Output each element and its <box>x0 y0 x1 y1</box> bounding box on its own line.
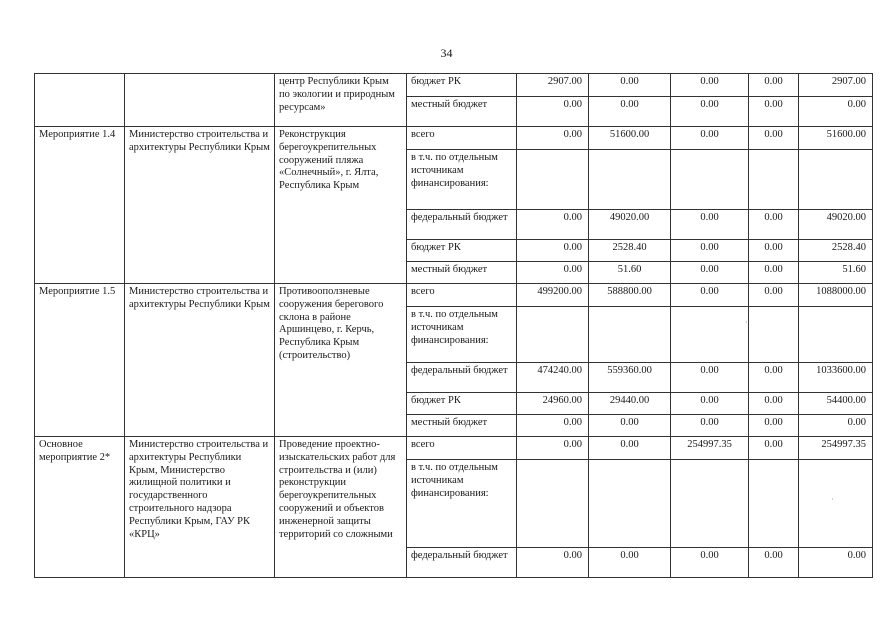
amount-cell: 2528.40 <box>799 240 873 262</box>
amount-cell: 0.00 <box>799 415 873 437</box>
object-cell: Реконструкция берегоукрепительных сооружений пляжа «Солнечный», г. Ялта, Республика Крым <box>275 127 407 284</box>
amount-cell <box>749 307 799 363</box>
amount-cell: 0.00 <box>749 393 799 415</box>
amount-cell: 0.00 <box>589 74 671 97</box>
measure-cell: Мероприятие 1.5 <box>35 284 125 437</box>
amount-cell: 0.00 <box>517 548 589 578</box>
table-row <box>35 74 873 97</box>
amount-cell: 51600.00 <box>799 127 873 150</box>
amount-cell: 254997.35 <box>799 437 873 460</box>
table-row <box>35 127 873 150</box>
amount-cell <box>589 460 671 548</box>
amount-cell <box>749 150 799 210</box>
funding-source-label: всего <box>407 284 517 307</box>
amount-cell: 0.00 <box>799 97 873 127</box>
funding-source-label: местный бюджет <box>407 415 517 437</box>
measure-cell: Мероприятие 1.4 <box>35 127 125 284</box>
amount-cell: 0.00 <box>749 437 799 460</box>
amount-cell: 51.60 <box>799 262 873 284</box>
amount-cell <box>799 460 873 548</box>
funding-source-label: федеральный бюджет <box>407 548 517 578</box>
amount-cell <box>517 307 589 363</box>
amount-cell: 0.00 <box>671 127 749 150</box>
amount-cell: 1088000.00 <box>799 284 873 307</box>
amount-cell <box>799 307 873 363</box>
amount-cell: 588800.00 <box>589 284 671 307</box>
amount-cell <box>589 150 671 210</box>
amount-cell: 0.00 <box>671 415 749 437</box>
amount-cell <box>671 150 749 210</box>
amount-cell: 0.00 <box>671 97 749 127</box>
amount-cell: 0.00 <box>589 415 671 437</box>
amount-cell: 0.00 <box>589 548 671 578</box>
executor-cell: Министерство строительства и архитектуры Республики Крым, Министерство жилищной политики и государственного строительного надзора Республики Крым, ГАУ РК «КРЦ» <box>125 437 275 578</box>
executor-cell <box>125 74 275 127</box>
amount-cell: 0.00 <box>517 415 589 437</box>
amount-cell <box>671 307 749 363</box>
amount-cell: 0.00 <box>517 97 589 127</box>
amount-cell: 2907.00 <box>799 74 873 97</box>
funding-source-label: местный бюджет <box>407 97 517 127</box>
amount-cell: 0.00 <box>517 210 589 240</box>
funding-source-label: федеральный бюджет <box>407 363 517 393</box>
amount-cell: 1033600.00 <box>799 363 873 393</box>
amount-cell: 0.00 <box>671 363 749 393</box>
amount-cell: 0.00 <box>589 437 671 460</box>
amount-cell: 54400.00 <box>799 393 873 415</box>
amount-cell: 0.00 <box>517 262 589 284</box>
funding-source-label: федеральный бюджет <box>407 210 517 240</box>
amount-cell: 49020.00 <box>799 210 873 240</box>
amount-cell: 29440.00 <box>589 393 671 415</box>
amount-cell: 0.00 <box>749 363 799 393</box>
amount-cell: 0.00 <box>749 240 799 262</box>
amount-cell <box>671 460 749 548</box>
amount-cell: 0.00 <box>749 284 799 307</box>
amount-cell: 254997.35 <box>671 437 749 460</box>
funding-source-label: бюджет РК <box>407 74 517 97</box>
object-cell: Проведение проектно-изыскательских работ для строительства и (или) реконструкции берегоукрепительных сооружений и объектов инженерной защиты территорий со сложными <box>275 437 407 578</box>
amount-cell: 0.00 <box>749 97 799 127</box>
amount-cell: 0.00 <box>517 127 589 150</box>
amount-cell: 0.00 <box>749 415 799 437</box>
funding-source-label: в т.ч. по отдельным источникам финансирования: <box>407 150 517 210</box>
amount-cell: 0.00 <box>671 284 749 307</box>
amount-cell: 0.00 <box>671 240 749 262</box>
amount-cell: 0.00 <box>749 548 799 578</box>
amount-cell: 0.00 <box>517 240 589 262</box>
amount-cell: 0.00 <box>749 262 799 284</box>
amount-cell: 474240.00 <box>517 363 589 393</box>
executor-cell: Министерство строительства и архитектуры Республики Крым <box>125 127 275 284</box>
amount-cell: 0.00 <box>589 97 671 127</box>
object-cell: Противооползневые сооружения берегового склона в районе Аршинцево, г. Керчь, Республика Крым (строительство) <box>275 284 407 437</box>
table-row <box>35 437 873 460</box>
amount-cell: 0.00 <box>671 74 749 97</box>
amount-cell: 0.00 <box>749 210 799 240</box>
scan-speck: · <box>745 318 748 327</box>
page-number: 34 <box>440 46 453 60</box>
measure-cell <box>35 74 125 127</box>
amount-cell: 0.00 <box>671 548 749 578</box>
amount-cell <box>799 150 873 210</box>
amount-cell: 49020.00 <box>589 210 671 240</box>
amount-cell: 2528.40 <box>589 240 671 262</box>
amount-cell <box>517 150 589 210</box>
measure-cell: Основное мероприятие 2* <box>35 437 125 578</box>
amount-cell: 0.00 <box>671 262 749 284</box>
amount-cell: 499200.00 <box>517 284 589 307</box>
amount-cell: 24960.00 <box>517 393 589 415</box>
amount-cell: 0.00 <box>671 393 749 415</box>
funding-source-label: местный бюджет <box>407 262 517 284</box>
scan-speck: · <box>831 495 834 504</box>
executor-cell: Министерство строительства и архитектуры Республики Крым <box>125 284 275 437</box>
amount-cell: 0.00 <box>749 74 799 97</box>
funding-source-label: всего <box>407 437 517 460</box>
amount-cell: 51600.00 <box>589 127 671 150</box>
amount-cell: 2907.00 <box>517 74 589 97</box>
object-cell: центр Республики Крым по экологии и природным ресурсам» <box>275 74 407 127</box>
table-row <box>35 284 873 307</box>
amount-cell <box>749 460 799 548</box>
amount-cell: 559360.00 <box>589 363 671 393</box>
amount-cell <box>589 307 671 363</box>
amount-cell: 51.60 <box>589 262 671 284</box>
amount-cell: 0.00 <box>671 210 749 240</box>
funding-source-label: в т.ч. по отдельным источникам финансирования: <box>407 307 517 363</box>
amount-cell: 0.00 <box>749 127 799 150</box>
funding-source-label: в т.ч. по отдельным источникам финансирования: <box>407 460 517 548</box>
amount-cell: 0.00 <box>517 437 589 460</box>
funding-source-label: бюджет РК <box>407 240 517 262</box>
amount-cell: 0.00 <box>799 548 873 578</box>
funding-source-label: всего <box>407 127 517 150</box>
amount-cell <box>517 460 589 548</box>
funding-source-label: бюджет РК <box>407 393 517 415</box>
